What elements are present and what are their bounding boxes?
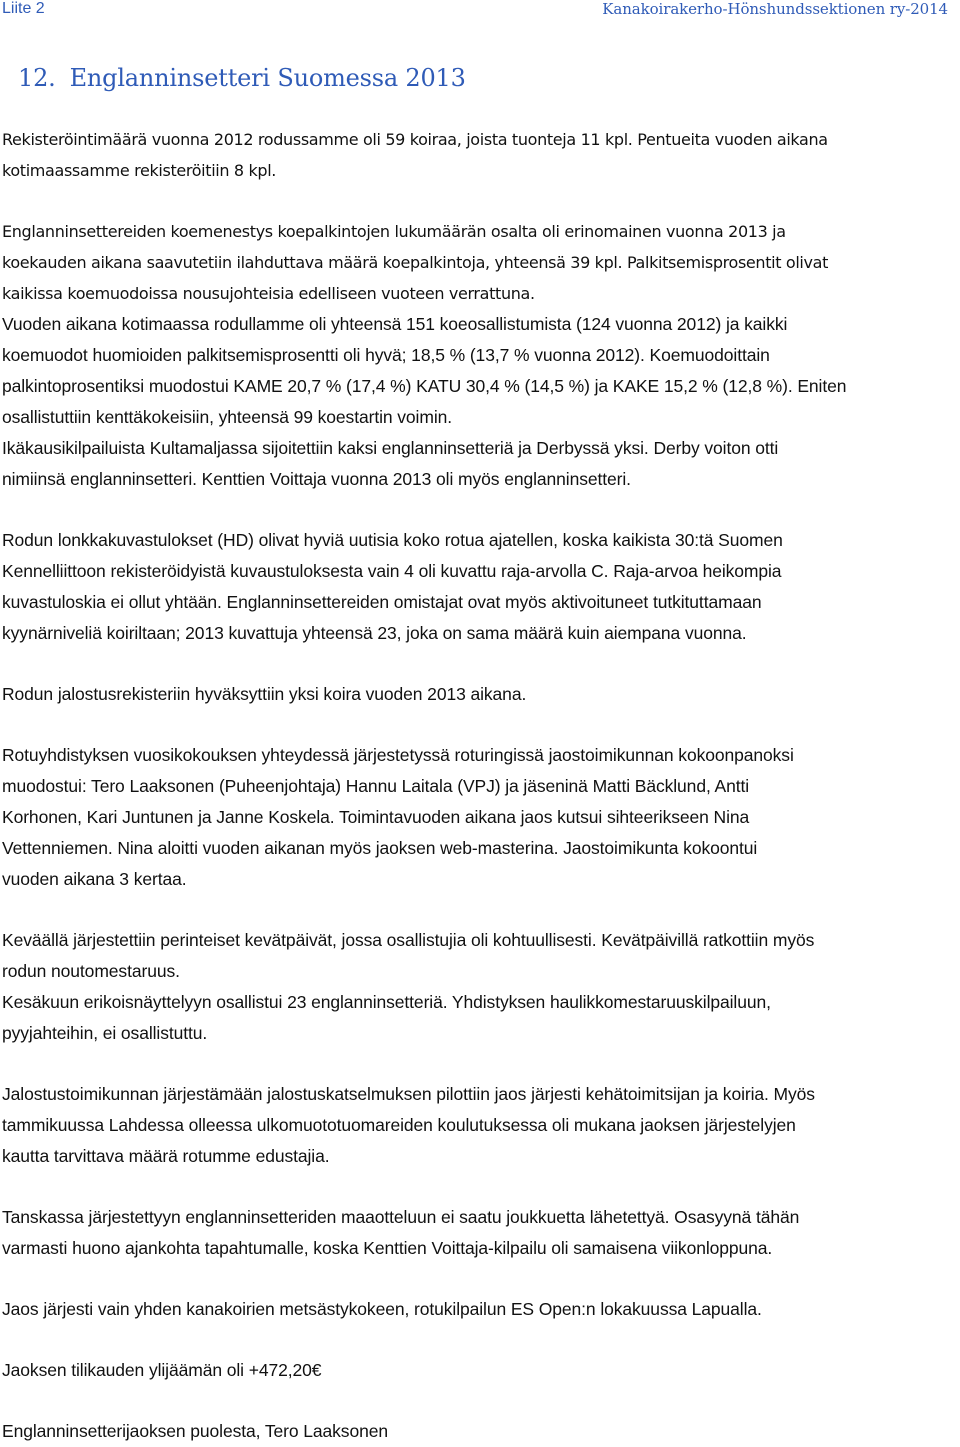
- paragraph-line: osallistuttiin kenttäkokeisiin, yhteensä 99 koestartin voimin.: [2, 407, 453, 427]
- paragraph: [2, 1202, 956, 1264]
- organization-name: Kanakoirakerho-Hönshundssektionen ry-2014: [602, 0, 948, 18]
- paragraph: [2, 1355, 956, 1386]
- section-title: [18, 64, 466, 92]
- paragraph-line: palkintoprosentiksi muodostui KAME 20,7 % (17,4 %) KATU 30,4 % (14,5 %) ja KAKE 15,2 % (12,8 %). Eniten: [2, 376, 847, 396]
- paragraph: [2, 1416, 956, 1447]
- section-title-text: Englanninsetteri Suomessa 2013: [69, 64, 466, 92]
- paragraph-line: Keväällä järjestettiin perinteiset kevätpäivät, jossa osallistujia oli kohtuullisesti. Kevätpäivillä ratkottiin myös: [2, 930, 815, 950]
- paragraph-line: Vettenniemen. Nina aloitti vuoden aikanan myös jaoksen web-masterina. Jaostoimikunta kokoontui: [2, 838, 758, 858]
- paragraph-line: varmasti huono ajankohta tapahtumalle, koska Kenttien Voittaja-kilpailu oli samaisena viikonloppuna.: [2, 1238, 773, 1258]
- section-number: 12.: [18, 64, 56, 92]
- paragraph-line: Jaos järjesti vain yhden kanakoirien metsästykokeen, rotukilpailun ES Open:n lokakuussa Lapualla.: [2, 1299, 762, 1319]
- document-body: [2, 124, 956, 1447]
- paragraph-line: kautta tarvittava määrä rotumme edustajia.: [2, 1146, 330, 1166]
- paragraph: [2, 216, 956, 309]
- paragraph-line: nimiinsä englanninsetteri. Kenttien Voittaja vuonna 2013 oli myös englanninsetteri.: [2, 469, 631, 489]
- paragraph-line: Korhonen, Kari Juntunen ja Janne Koskela. Toimintavuoden aikana jaos kutsui sihteerikseen Nina: [2, 807, 750, 827]
- paragraph: [2, 525, 956, 649]
- paragraph-line: Ikäkausikilpailuista Kultamaljassa sijoitettiin kaksi englanninsetteriä ja Derbyssä yksi. Derby voiton otti: [2, 438, 779, 458]
- paragraph-line: kaikissa koemuodoissa nousujohteisia edelliseen vuoteen verrattuna.: [2, 284, 535, 303]
- paragraph: [2, 309, 956, 495]
- paragraph-line: kotimaassamme rekisteröitiin 8 kpl.: [2, 161, 277, 180]
- paragraph-line: tammikuussa Lahdessa olleessa ulkomuototuomareiden koulutuksessa oli mukana jaoksen järjestelyjen: [2, 1115, 796, 1135]
- paragraph: [2, 1079, 956, 1172]
- paragraph-line: koemuodot huomioiden palkitsemisprosentti oli hyvä; 18,5 % (13,7 % vuonna 2012). Koemuodoittain: [2, 345, 770, 365]
- paragraph: [2, 124, 956, 186]
- paragraph-line: kuvastuloskia ei ollut yhtään. Englanninsettereiden omistajat ovat myös aktivoituneet tutkituttamaan: [2, 592, 762, 612]
- paragraph: [2, 679, 956, 710]
- paragraph-line: Jaoksen tilikauden ylijäämän oli +472,20€: [2, 1360, 322, 1380]
- paragraph: [2, 1294, 956, 1325]
- paragraph-line: Rotuyhdistyksen vuosikokouksen yhteydessä järjestetyssä roturingissä jaostoimikunnan kokoonpanoksi: [2, 745, 794, 765]
- paragraph-line: Englanninsettereiden koemenestys koepalkintojen lukumäärän osalta oli erinomainen vuonna 2013 ja: [2, 222, 786, 241]
- paragraph-line: Rekisteröintimäärä vuonna 2012 rodussamme oli 59 koiraa, joista tuonteja 11 kpl. Pentueita vuoden aikana: [2, 130, 828, 149]
- paragraph-line: kyynärniveliä koiriltaan; 2013 kuvattuja yhteensä 23, joka on sama määrä kuin aiempana vuonna.: [2, 623, 747, 643]
- paragraph-line: pyyjahteihin, ei osallistuttu.: [2, 1023, 208, 1043]
- paragraph-line: Tanskassa järjestettyyn englanninsetteriden maaotteluun ei saatu joukkuetta lähetettyä. Osasyynä tähän: [2, 1207, 800, 1227]
- paragraph-line: Kennelliittoon rekisteröidyistä kuvaustuloksesta vain 4 oli kuvattu raja-arvolla C. Raja-arvoa heikompia: [2, 561, 782, 581]
- paragraph-line: muodostui: Tero Laaksonen (Puheenjohtaja) Hannu Laitala (VPJ) ja jäseninä Matti Bäcklund, Antti: [2, 776, 750, 796]
- paragraph-line: Vuoden aikana kotimaassa rodullamme oli yhteensä 151 koeosallistumista (124 vuonna 2012) ja kaikki: [2, 314, 788, 334]
- paragraph-line: koekauden aikana saavutetiin ilahduttava määrä koepalkintoja, yhteensä 39 kpl. Palkitsemisprosentit olivat: [2, 253, 829, 272]
- paragraph: [2, 925, 956, 1049]
- paragraph-line: rodun noutomestaruus.: [2, 961, 180, 981]
- paragraph-line: Englanninsetterijaoksen puolesta, Tero Laaksonen: [2, 1421, 388, 1441]
- paragraph-line: Jalostustoimikunnan järjestämään jalostuskatselmuksen pilottiin jaos järjesti kehätoimitsijan ja koiria. Myös: [2, 1084, 815, 1104]
- paragraph-line: vuoden aikana 3 kertaa.: [2, 869, 187, 889]
- paragraph: [2, 740, 956, 895]
- page-header: [0, 0, 960, 20]
- appendix-label: Liite 2: [2, 0, 45, 17]
- paragraph-line: Kesäkuun erikoisnäyttelyyn osallistui 23 englanninsetteriä. Yhdistyksen haulikkomestaruuskilpailuun,: [2, 992, 771, 1012]
- paragraph-line: Rodun lonkkakuvastulokset (HD) olivat hyviä uutisia koko rotua ajatellen, koska kaikista 30:tä Suomen: [2, 530, 783, 550]
- paragraph-line: Rodun jalostusrekisteriin hyväksyttiin yksi koira vuoden 2013 aikana.: [2, 684, 527, 704]
